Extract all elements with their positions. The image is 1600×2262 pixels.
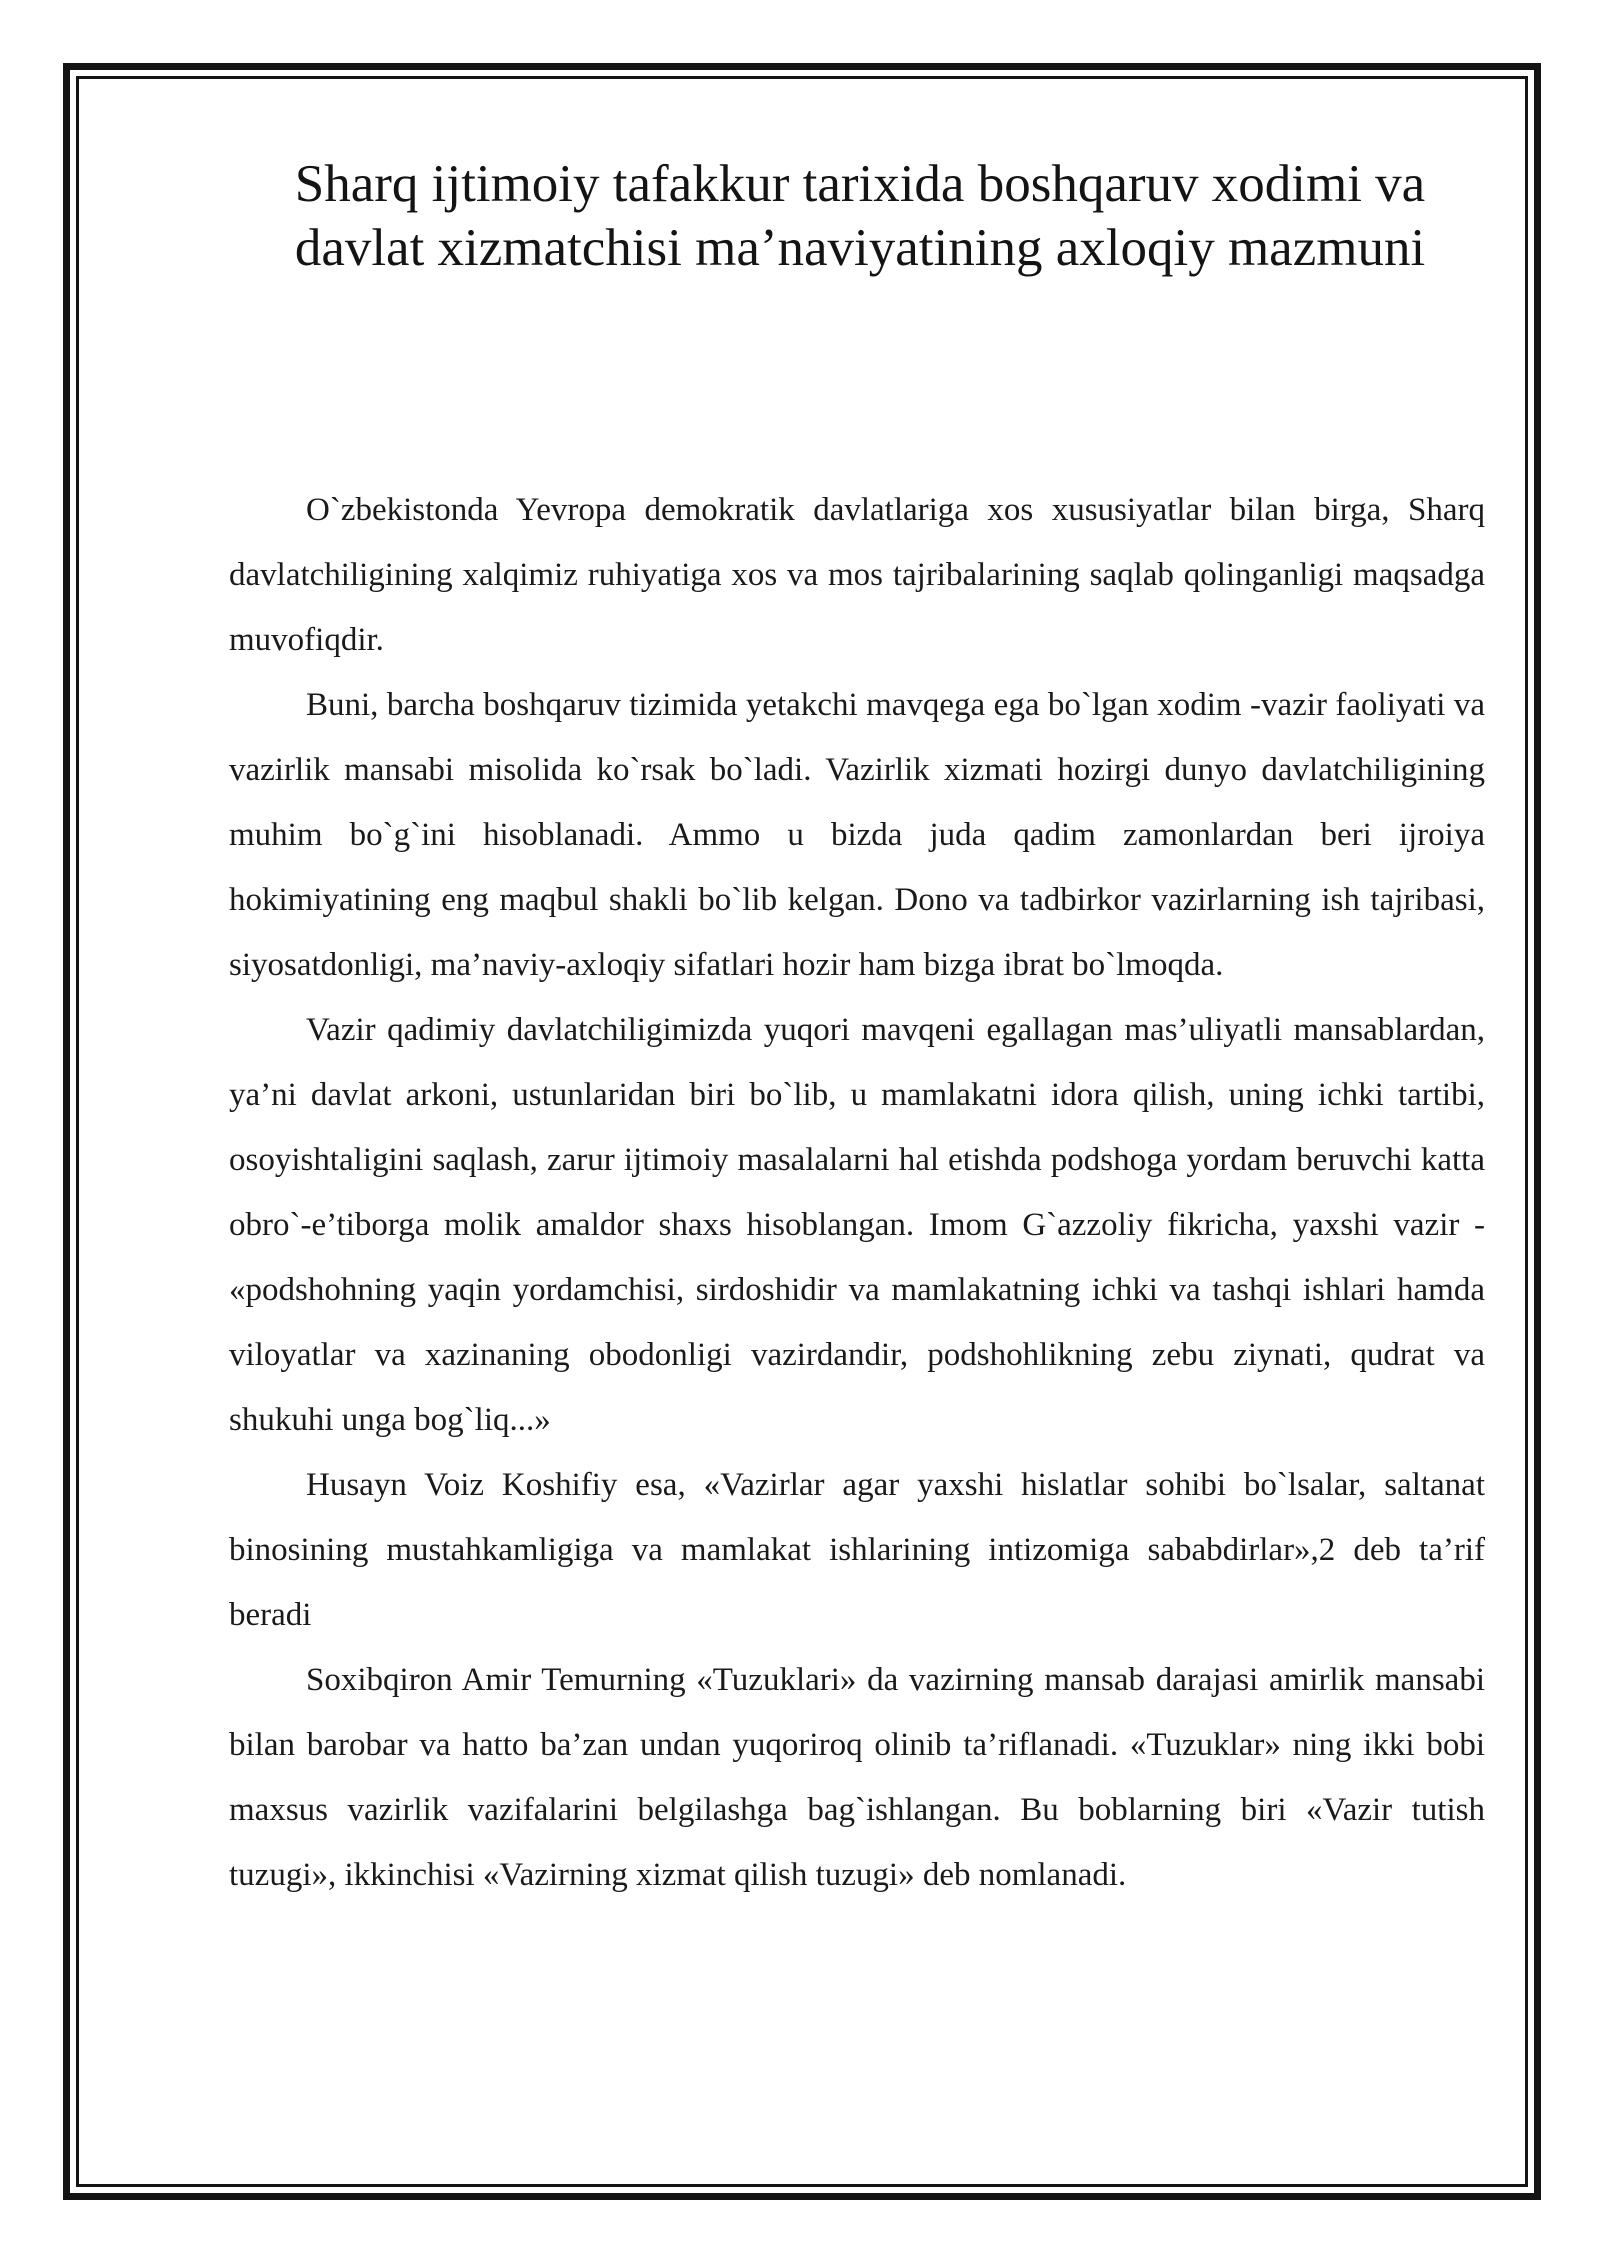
paragraph-1: O`zbekistonda Yevropa demokratik davlatlariga xos xususiyatlar bilan birga, Sharq davlatchiligining xalqimiz ruhiyatiga xos va mos tajribalarining saqlab qolinganligi maqsadga muvofiqdir. [229, 492, 1485, 658]
paragraph-5: Soxibqiron Amir Temurning «Tuzuklari» da vazirning mansab darajasi amirlik mansabi bilan barobar va hatto ba’zan undan yuqoriroq olinib ta’riflanadi. «Tuzuklar» ning ikki bobi maxsus vazirlik vazifalarini belgilashga bag`ishlangan. Bu boblarning biri «Vazir tutish tuzugi», ikkinchisi «Vazirning xizmat qilish tuzugi» deb nomlanadi. [229, 1662, 1485, 1893]
paragraph-4: Husayn Voiz Koshifiy esa, «Vazirlar agar yaxshi hislatlar sohibi bo`lsalar, saltanat binosining mustahkamligiga va mamlakat ishlarining intizomiga sababdirlar»,2 deb ta’rif beradi [229, 1467, 1485, 1633]
paragraph-3: Vazir qadimiy davlatchiligimizda yuqori mavqeni egallagan mas’uliyatli mansablardan, ya’ni davlat arkoni, ustunlaridan biri bo`lib, u mamlakatni idora qilish, uning ichki tartibi, osoyishtaligini saqlash, zarur ijtimoiy masalalarni hal etishda podshoga yordam beruvchi katta obro`-e’tiborga molik amaldor shaxs hisoblangan. Imom G`azzoliy fikricha, yaxshi vazir - «podshohning yaqin yordamchisi, sirdoshidir va mamlakatning ichki va tashqi ishlari hamda viloyatlar va xazinaning obodonligi vazirdandir, podshohlikning zebu ziynati, qudrat va shukuhi unga bog`liq...» [229, 1012, 1485, 1438]
document-body [229, 478, 1485, 1908]
paragraph-2: Buni, barcha boshqaruv tizimida yetakchi mavqega ega bo`lgan xodim -vazir faoliyati va vazirlik mansabi misolida ko`rsak bo`ladi. Vazirlik xizmati hozirgi dunyo davlatchiligining muhim bo`g`ini hisoblanadi. Ammo u bizda juda qadim zamonlardan beri ijroiya hokimiyatining eng maqbul shakli bo`lib kelgan. Dono va tadbirkor vazirlarning ish tajribasi, siyosatdonligi, ma’naviy-axloqiy sifatlari hozir ham bizga ibrat bo`lmoqda. [229, 687, 1485, 983]
document-title: Sharq ijtimoiy tafakkur tarixida boshqaruv xodimi va davlat xizmatchisi ma’naviyatining axloqiy mazmuni [294, 155, 1426, 277]
